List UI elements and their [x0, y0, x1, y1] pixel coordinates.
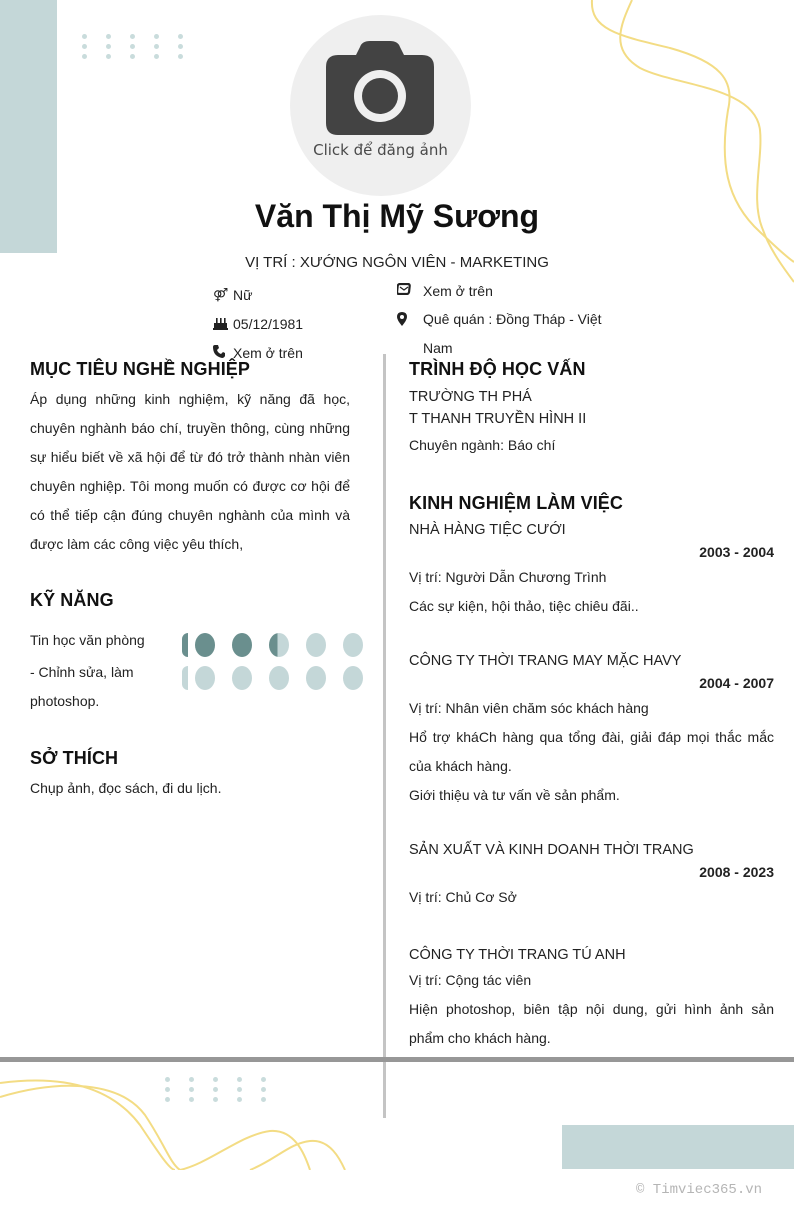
job-period: 2004 - 2007 — [699, 675, 774, 691]
hobbies-title: SỞ THÍCH — [30, 748, 119, 768]
gender-icon: ⚤ — [213, 287, 229, 302]
email-value: Xem ở trên — [423, 283, 493, 299]
skill-rating-1 — [182, 633, 380, 657]
skills-title: KỸ NĂNG — [30, 590, 114, 610]
job-detail: Giới thiệu và tư vấn về sản phẩm. — [409, 787, 620, 803]
hobbies-text: Chụp ảnh, đọc sách, đi du lịch. — [30, 780, 222, 796]
decorative-bottom-bar — [562, 1125, 794, 1169]
job-detail: Hổ trợ kháCh hàng qua tổng đài, giải đáp mọi thắc mắc của khách hàng. — [409, 729, 774, 774]
contact-gender — [213, 287, 252, 303]
education-title: TRÌNH ĐỘ HỌC VẤN — [409, 359, 586, 379]
gender-value: Nữ — [233, 287, 253, 303]
candidate-name: Văn Thị Mỹ Sương — [254, 198, 540, 234]
camera-icon — [326, 41, 434, 136]
job-position: Vị trí: Người Dẫn Chương Trình — [409, 569, 607, 585]
contact-birthday — [213, 316, 303, 333]
job-detail: Các sự kiện, hội thảo, tiệc chiêu đãi.. — [409, 598, 639, 614]
bottom-divider — [0, 1057, 794, 1062]
column-divider — [383, 354, 386, 1118]
job-period: 2003 - 2004 — [699, 544, 774, 560]
photo-upload-caption: Click để đăng ảnh — [313, 141, 448, 159]
skill-name-1: Tin học văn phòng — [30, 632, 145, 648]
career-goal-text: Áp dụng những kinh nghiệm, kỹ năng đã học, chuyên nghành báo chí, truyền thông, cùng những sự hiểu biết về xã hội để từ đó trở thành nhàn viên chuyên nghiệp. Tôi mong muốn có được cơ hội để có thể tiếp cận đúng chuyên nghành của mình và được làm các công việc yêu thích, — [30, 391, 350, 552]
job-company: CÔNG TY THỜI TRANG MAY MẶC HAVY — [409, 653, 682, 669]
decorative-dot-grid-top — [82, 34, 184, 60]
job-1 — [409, 519, 774, 621]
contact-email — [397, 283, 493, 299]
experience-title: KINH NGHIỆM LÀM VIỆC — [409, 493, 624, 513]
decorative-squiggle-top-right — [580, 0, 794, 290]
education-school-line2: T THANH TRUYỀN HÌNH II — [409, 411, 587, 427]
birthday-value: 05/12/1981 — [233, 316, 304, 332]
watermark: © Timviec365.vn — [636, 1182, 763, 1198]
envelope-icon — [397, 283, 421, 298]
education-school-line1: TRƯỜNG TH PHÁ — [409, 389, 532, 405]
skill-name-2: - Chỉnh sửa, làm photoshop. — [30, 664, 134, 709]
job-position: Vị trí: Cộng tác viên — [409, 972, 532, 988]
job-company: CÔNG TY THỜI TRANG TÚ ANH — [409, 947, 626, 963]
education-block — [409, 386, 774, 460]
skill-rating-2 — [182, 666, 380, 690]
job-detail: Hiện photoshop, biên tập nội dung, gửi hình ảnh sản phẩm cho khách hàng. — [409, 1001, 774, 1046]
job-2 — [409, 650, 774, 810]
birthday-cake-icon — [213, 316, 231, 333]
career-goal-title: MỤC TIÊU NGHỀ NGHIỆP — [30, 359, 251, 379]
hometown-line1: Quê quán : Đồng Tháp - Việt — [423, 311, 602, 327]
map-pin-icon — [397, 312, 421, 329]
phone-value: Xem ở trên — [233, 345, 303, 361]
education-major: Chuyên ngành: Báo chí — [409, 437, 556, 453]
job-4 — [409, 944, 774, 1053]
photo-upload-button[interactable] — [290, 15, 471, 196]
job-company: NHÀ HÀNG TIỆC CƯỚI — [409, 522, 566, 538]
job-detail: Vị trí: Nhân viên chăm sóc khách hàng — [409, 700, 649, 716]
decorative-squiggle-bottom-left — [0, 1075, 350, 1170]
job-company: SẢN XUẤT VÀ KINH DOANH THỜI TRANG — [409, 842, 694, 858]
job-position: Vị trí: Chủ Cơ Sở — [409, 889, 517, 905]
job-period: 2008 - 2023 — [699, 864, 774, 880]
job-3 — [409, 839, 774, 912]
hometown-line2: Nam — [423, 340, 453, 356]
candidate-position: VỊ TRÍ : XƯỚNG NGÔN VIÊN - MARKETING — [245, 254, 549, 271]
contact-hometown — [397, 312, 602, 363]
